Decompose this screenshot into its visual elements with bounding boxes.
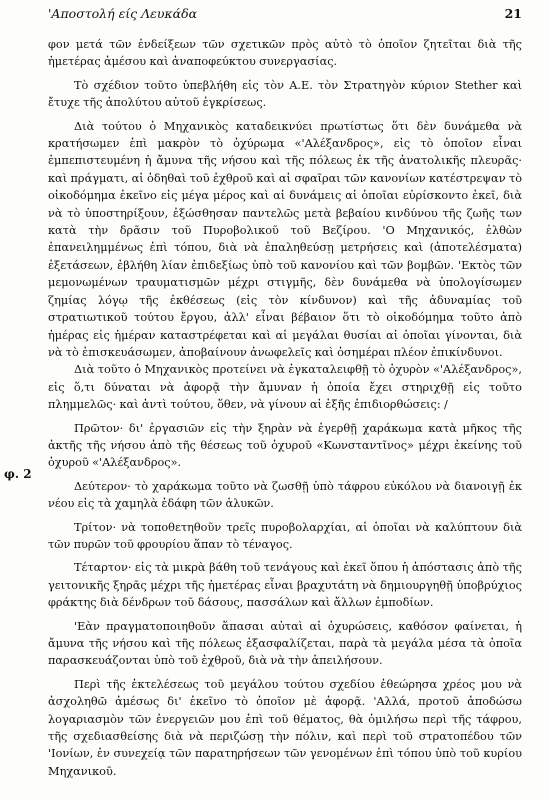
page-number: 21 (504, 6, 522, 21)
paragraph-2: Τὸ σχέδιον τοῦτο ὑπεβλήθη εἰς τὸν Α.Ε. τὸν Στρατηγὸν κύριον Stether καὶ ἔτυχε τῆς ἀπολύτου αὐτοῦ ἐγκρίσεως. (48, 78, 522, 110)
paragraph-1: φον μετά τῶν ἐνδείξεων τῶν σχετικῶν πρὸς αὐτὸ τὸ ὁποῖον ζητεῖται διὰ τῆς ἡμετέρας ἀμέσου καὶ ἀναποφεύκτου συνεργασίας. (48, 38, 522, 69)
paragraph-10: Περὶ τῆς ἐκτελέσεως τοῦ μεγάλου τούτου σχεδίου ἐθεώρησα χρέος μου νὰ ἀσχοληθῶ ἀμέσως δι' ἐκεῖνο τὸ ὁποῖον μὲ ἀφορᾷ. 'Αλλά, προτοῦ ἀποδώσω λογαριασμὸν τῶν ἐνεργειῶν μου ἐπὶ τοῦ θέματος, θὰ ὁμιλήσω περὶ τῆς τάφρου, τῆς σχεδιασθείσης διὰ νὰ περιζώσῃ τὴν πόλιν, καὶ περὶ τοῦ στρατοπέδου τῶν 'Ιονίων, ἐν συνεχείᾳ τῶν παρατηρήσεων τῶν γενομένων ἐπὶ τόπου ὑπὸ τοῦ κυρίου Μηχανικοῦ. (48, 677, 522, 778)
paragraph-3: Διὰ τούτου ὁ Μηχανικὸς καταδεικνύει πρωτίστως ὅτι δὲν δυνάμεθα νὰ κρατήσωμεν ἐπὶ μακρὸν τὸ ὀχύρωμα «'Αλέξανδρος», εἰς τὸ ὁποῖον εἶναι ἐμπεπιστευμένη ἡ ἄμυνα τῆς νήσου καὶ τῆς πόλεως ἐκ τῆς ἀνατολικῆς πλευρᾶς· καὶ πράγματι, αἱ ὁδηθαὶ τοῦ ἐχθροῦ καὶ αἱ σφαῖραι τῶν κανονίων κατέστρεψαν τὸ οἰκοδόμημα ἐκεῖνο εἰς μέγα μέρος καὶ αἱ δυνάμεις αἱ ὁποῖαι εὑρίσκοντο ἐκεῖ, διὰ νὰ τὸ ὑποστηρίξουν, ἐξώσθησαν παντελῶς μετὰ βεβαίου κινδύνου τῆς ζωῆς των κατὰ τὴν δρᾶσιν τοῦ Πυροβολικοῦ τοῦ Βεζίρου. 'Ο Μηχανικός, ἐλθὼν ἐπανειλημμένως ἐπὶ τόπου, διὰ νὰ ἐπαληθεύσῃ μετρήσεις καὶ (ἀποτελέσματα) ἐξετάσεων, ἐβλήθη λίαν ἐπιδεξίως ὑπὸ τοῦ κανονίου καὶ τῶν βομβῶν. 'Εκτὸς τῶν μεμονωμένων τραυματισμῶν μέχρι στιγμῆς, δὲν δυνάμεθα νὰ ὑπολογίσωμεν ζημίας λόγῳ τῆς ἐκθέσεως (εἰς τὸν κίνδυνον) καὶ τῆς ἀδυναμίας τοῦ στρατιωτικοῦ τούτου ἔργου, ἀλλ' εἶναι βέβαιον ὅτι τὸ οἰκοδόμημα τοῦτο ἀπὸ ἡμέρας εἰς ἡμέραν καταστρέφεται καὶ αἱ μεγάλαι θυσίαι αἱ ὁποῖαι γίνονται, διὰ νὰ τὸ ἐπισκευάσωμεν, ἀποβαίνουν ἀνωφελεῖς καὶ ὁσημέραι πλέον ἐπικίνδυνοι. (48, 119, 522, 359)
page-header (48, 6, 522, 26)
marginal-note: φ. 2 (4, 467, 32, 481)
paragraph-7: Τρίτον· νὰ τοποθετηθοῦν τρεῖς πυροβολαρχίαι, αἱ ὁποῖαι νὰ καλύπτουν διὰ τῶν πυρῶν τοῦ φρουρίου ἅπαν τὸ τέναγος. (48, 520, 522, 551)
running-title: 'Αποστολή είς Λευκάδα (48, 6, 198, 21)
paragraph-6: Δεύτερον· τὸ χαράκωμα τοῦτο νὰ ζωσθῇ ὑπὸ τάφρου εὐκόλου νὰ διανοιγῇ ἐκ νέου εἰς τὰ χαμηλὰ ἐδάφη τῶν ἁλυκῶν. (48, 479, 522, 511)
paragraph-5: Πρῶτον· δι' ἐργασιῶν εἰς τὴν ξηρὰν νὰ ἐγερθῇ χαράκωμα κατὰ μῆκος τῆς ἀκτῆς τῆς νήσου ἀπὸ τῆς θέσεως τοῦ ὀχυροῦ «Κωνσταντῖνος» μέχρι ἐκείνης τοῦ ὀχυροῦ «'Αλέξανδρος». (48, 421, 522, 470)
paragraph-4: Διὰ τοῦτο ὁ Μηχανικὸς προτείνει νὰ ἐγκαταλειφθῇ τὸ ὀχυρὸν «'Αλέξανδρος», εἰς ὅ,τι δύναται νὰ ἀφορᾷ τὴν ἄμυναν ἡ ὁποία ἔχει στηριχθῇ εἰς τοῦτο πλημμελῶς· καὶ ἀντὶ τούτου, ὅθεν, νὰ γίνουν αἱ ἑξῆς ἐπιδιορθώσεις: / (48, 363, 522, 412)
paragraph-9: 'Εὰν πραγματοποιηθοῦν ἅπασαι αὐταὶ αἱ ὀχυρώσεις, καθόσον φαίνεται, ἡ ἄμυνα τῆς νήσου καὶ τῆς πόλεως ἐξασφαλίζεται, παρὰ τὰ μεγάλα μέσα τὰ ὁποῖα παρασκευάζονται ὑπὸ τοῦ ἐχθροῦ, διὰ νὰ τὴν ἀπειλήσουν. (48, 619, 522, 668)
body-text (48, 36, 522, 780)
paragraph-8: Τέταρτον· εἰς τὰ μικρὰ βάθη τοῦ τενάγους καὶ ἐκεῖ ὅπου ἡ ἀπόστασις ἀπὸ τῆς γειτονικῆς ξηρᾶς μέχρι τῆς ἡμετέρας εἶναι βραχυτάτη νὰ δημιουργηθῇ ὑποβρύχιος φράκτης διὰ δένδρων τοῦ δάσους, πασσάλων καὶ ἄλλων ἐμποδίων. (48, 561, 522, 610)
